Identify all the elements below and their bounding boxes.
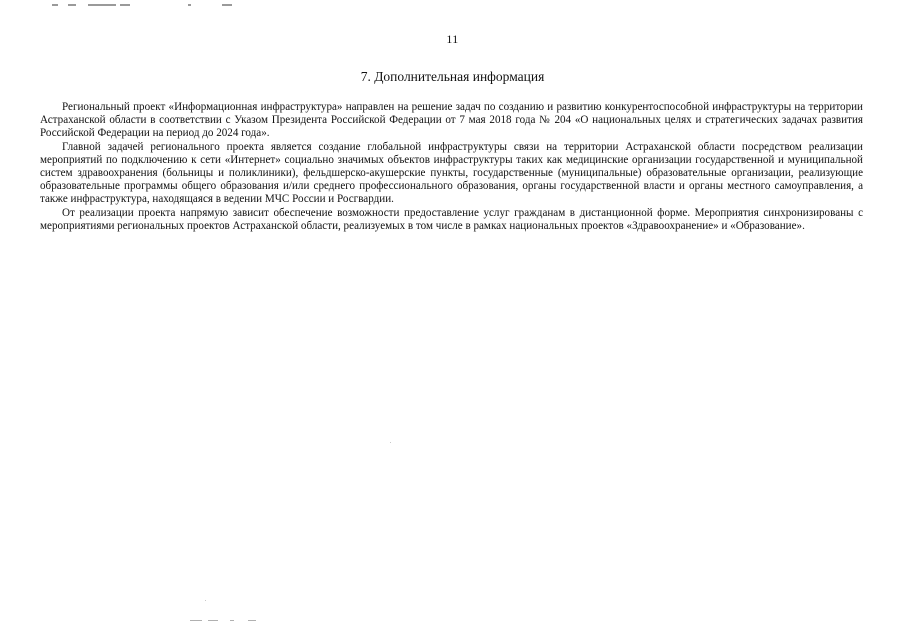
scan-speck (390, 442, 391, 443)
scan-artifact-marks (40, 4, 260, 8)
paragraph-1: Региональный проект «Информационная инфраструктура» направлен на решение задач по созданию и развитию конкурентоспособной инфраструктуры на территории Астраханской области в соответствии с Указом Президента Российской Федерации от 7 мая 2018 года № 204 «О национальных целях и стратегических задачах развития Российской Федерации на период до 2024 года». (40, 101, 863, 140)
footer-scan-marks (190, 620, 270, 624)
page-number: 11 (446, 32, 459, 46)
paragraph-3: От реализации проекта напрямую зависит обеспечение возможности предоставление услуг гражданам в дистанционной форме. Мероприятия синхронизированы с мероприятиями региональных проектов Астраханской области, реализуемых в том числе в рамках национальных проектов «Здравоохранение» и «Образование». (40, 206, 863, 232)
section-title: 7. Дополнительная информация (360, 69, 545, 84)
paragraph-2: Главной задачей регионального проекта является создание глобальной инфраструктуры связи на территории Астраханской области посредством реализации мероприятий по подключению к сети «Интернет» социально значимых объектов инфраструктуры таких как медицинские организации государственной и муниципальной систем здравоохранения (больницы и поликлиники), фельдшерско-акушерские пункты, государственные (муниципальные) образовательные организации, реализующие образовательные программы общего образования и/или среднего профессионального образования, органы государственной власти и органы местного самоуправления, а также инфраструктура, находящаяся в ведении МЧС России и Росгвардии. (40, 140, 863, 206)
scan-speck (205, 600, 206, 601)
body-text (40, 101, 863, 233)
